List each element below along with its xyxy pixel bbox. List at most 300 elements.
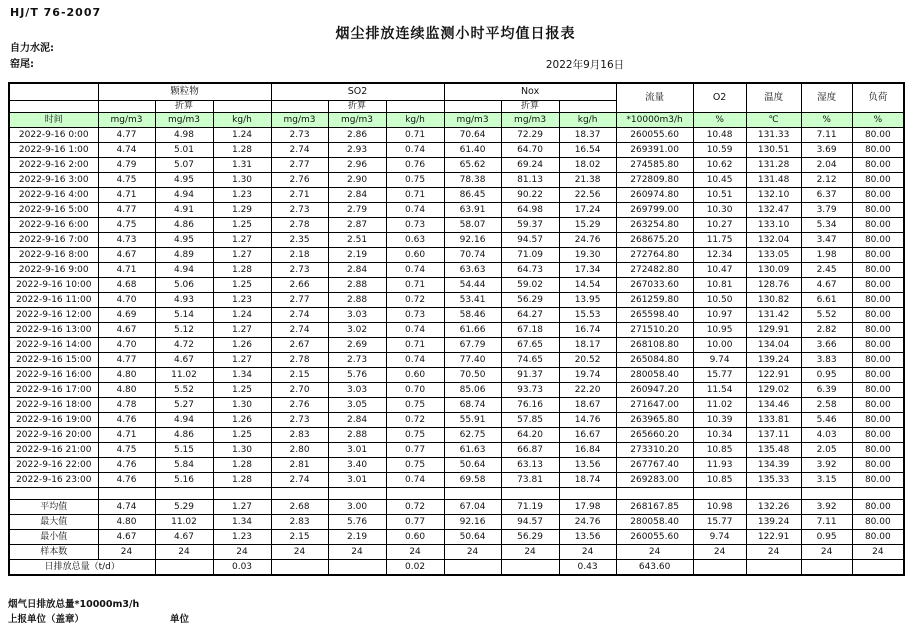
value-cell: 64.73: [501, 263, 559, 278]
value-cell: 94.57: [501, 233, 559, 248]
value-cell: 10.00: [693, 338, 746, 353]
value-cell: 2.18: [271, 248, 328, 263]
value-cell: 91.37: [501, 368, 559, 383]
data-row: [9, 143, 904, 158]
value-cell: 2.73: [271, 203, 328, 218]
value-cell: 2.74: [271, 143, 328, 158]
value-cell: 68.74: [444, 398, 501, 413]
summary-value-cell: 4.74: [98, 500, 155, 515]
empty-cell: [559, 488, 616, 500]
value-cell: 4.94: [155, 413, 213, 428]
value-cell: 130.82: [746, 293, 801, 308]
value-cell: 2.76: [271, 398, 328, 413]
summary-value-cell: 260055.60: [616, 530, 693, 545]
value-cell: 2.76: [271, 173, 328, 188]
value-cell: 1.34: [213, 368, 271, 383]
data-row: [9, 458, 904, 473]
value-cell: 130.09: [746, 263, 801, 278]
value-cell: 265598.40: [616, 308, 693, 323]
value-cell: 263254.80: [616, 218, 693, 233]
value-cell: 0.72: [386, 293, 444, 308]
value-cell: 80.00: [852, 173, 904, 188]
value-cell: 0.77: [386, 443, 444, 458]
value-cell: 3.05: [328, 398, 386, 413]
time-cell: 2022-9-16 21:00: [9, 443, 98, 458]
value-cell: 4.76: [98, 458, 155, 473]
value-cell: 3.03: [328, 308, 386, 323]
value-cell: 6.39: [801, 383, 852, 398]
empty-cell: [271, 488, 328, 500]
value-cell: 69.24: [501, 158, 559, 173]
value-cell: 66.87: [501, 443, 559, 458]
value-cell: 0.70: [386, 383, 444, 398]
value-cell: 3.40: [328, 458, 386, 473]
value-cell: 10.59: [693, 143, 746, 158]
value-cell: 269391.00: [616, 143, 693, 158]
value-cell: 4.71: [98, 263, 155, 278]
value-cell: 4.67: [801, 278, 852, 293]
data-row: [9, 293, 904, 308]
value-cell: 0.74: [386, 323, 444, 338]
empty-cell: [444, 488, 501, 500]
summary-value-cell: 94.57: [501, 515, 559, 530]
value-cell: 10.39: [693, 413, 746, 428]
value-cell: 2.69: [328, 338, 386, 353]
summary-value-cell: 0.77: [386, 515, 444, 530]
time-cell: 2022-9-16 20:00: [9, 428, 98, 443]
value-cell: 0.71: [386, 128, 444, 143]
value-cell: 261259.80: [616, 293, 693, 308]
value-cell: 64.70: [501, 143, 559, 158]
time-cell: 2022-9-16 18:00: [9, 398, 98, 413]
value-cell: 0.74: [386, 473, 444, 488]
value-cell: 78.38: [444, 173, 501, 188]
value-cell: 5.52: [155, 383, 213, 398]
value-cell: 4.77: [98, 353, 155, 368]
value-cell: 272764.80: [616, 248, 693, 263]
value-cell: 62.75: [444, 428, 501, 443]
daily-total-row: [9, 560, 904, 576]
value-cell: 3.83: [801, 353, 852, 368]
value-cell: 2.96: [328, 158, 386, 173]
value-cell: 6.37: [801, 188, 852, 203]
value-cell: 135.48: [746, 443, 801, 458]
value-cell: 131.33: [746, 128, 801, 143]
summary-value-cell: 122.91: [746, 530, 801, 545]
time-cell: 2022-9-16 12:00: [9, 308, 98, 323]
value-cell: 4.80: [98, 383, 155, 398]
value-cell: 61.66: [444, 323, 501, 338]
value-cell: 5.15: [155, 443, 213, 458]
value-cell: 2.88: [328, 278, 386, 293]
value-cell: 18.02: [559, 158, 616, 173]
col-o2: O2: [693, 83, 746, 113]
value-cell: 10.81: [693, 278, 746, 293]
value-cell: 4.75: [98, 218, 155, 233]
summary-value-cell: 17.98: [559, 500, 616, 515]
value-cell: 10.97: [693, 308, 746, 323]
value-cell: 63.91: [444, 203, 501, 218]
value-cell: 11.02: [155, 368, 213, 383]
daily-total-value-cell: 0.43: [559, 560, 616, 576]
value-cell: 10.85: [693, 443, 746, 458]
value-cell: 16.84: [559, 443, 616, 458]
value-cell: 80.00: [852, 473, 904, 488]
empty-cell: [616, 488, 693, 500]
summary-value-cell: 24: [444, 545, 501, 560]
value-cell: 80.00: [852, 383, 904, 398]
time-cell: 2022-9-16 11:00: [9, 293, 98, 308]
value-cell: 63.63: [444, 263, 501, 278]
empty-cell: [271, 101, 328, 113]
data-row: [9, 308, 904, 323]
summary-value-cell: 24: [852, 545, 904, 560]
value-cell: 4.74: [98, 143, 155, 158]
value-cell: 131.48: [746, 173, 801, 188]
time-cell: 2022-9-16 23:00: [9, 473, 98, 488]
value-cell: 4.70: [98, 338, 155, 353]
summary-value-cell: 1.34: [213, 515, 271, 530]
group-nox: Nox: [444, 83, 616, 101]
value-cell: 0.60: [386, 248, 444, 263]
daily-total-value-cell: [444, 560, 501, 576]
value-cell: 2.78: [271, 353, 328, 368]
value-cell: 134.04: [746, 338, 801, 353]
value-cell: 69.58: [444, 473, 501, 488]
empty-cell: [213, 101, 271, 113]
value-cell: 3.03: [328, 383, 386, 398]
value-cell: 0.71: [386, 188, 444, 203]
value-cell: 71.09: [501, 248, 559, 263]
value-cell: 10.30: [693, 203, 746, 218]
summary-label-cell: 最大值: [9, 515, 98, 530]
value-cell: 0.71: [386, 278, 444, 293]
value-cell: 274585.80: [616, 158, 693, 173]
summary-value-cell: 280058.40: [616, 515, 693, 530]
time-cell: 2022-9-16 10:00: [9, 278, 98, 293]
value-cell: 85.06: [444, 383, 501, 398]
value-cell: 15.29: [559, 218, 616, 233]
reporting-unit-label: 上报单位（盖章）: [8, 614, 85, 625]
value-cell: 133.81: [746, 413, 801, 428]
value-cell: 67.65: [501, 338, 559, 353]
summary-value-cell: 80.00: [852, 515, 904, 530]
summary-label-cell: 最小值: [9, 530, 98, 545]
report-date: 2022年9月16日: [545, 59, 625, 71]
time-cell: 2022-9-16 3:00: [9, 173, 98, 188]
value-cell: 80.00: [852, 278, 904, 293]
value-cell: 65.62: [444, 158, 501, 173]
value-cell: 50.64: [444, 458, 501, 473]
empty-cell: [98, 101, 155, 113]
time-cell: 2022-9-16 19:00: [9, 413, 98, 428]
value-cell: 4.95: [155, 173, 213, 188]
value-cell: 11.75: [693, 233, 746, 248]
value-cell: 3.92: [801, 458, 852, 473]
summary-value-cell: 67.04: [444, 500, 501, 515]
value-cell: 260947.20: [616, 383, 693, 398]
value-cell: 22.56: [559, 188, 616, 203]
value-cell: 10.45: [693, 173, 746, 188]
value-cell: 2.51: [328, 233, 386, 248]
summary-value-cell: 80.00: [852, 530, 904, 545]
value-cell: 1.26: [213, 338, 271, 353]
value-cell: 0.74: [386, 263, 444, 278]
empty-corner-cell: [9, 83, 98, 101]
value-cell: 0.75: [386, 173, 444, 188]
value-cell: 5.84: [155, 458, 213, 473]
unit-cell: %: [852, 113, 904, 128]
value-cell: 2.73: [328, 353, 386, 368]
value-cell: 134.39: [746, 458, 801, 473]
value-cell: 4.94: [155, 188, 213, 203]
value-cell: 4.72: [155, 338, 213, 353]
value-cell: 4.98: [155, 128, 213, 143]
value-cell: 4.67: [98, 248, 155, 263]
time-cell: 2022-9-16 16:00: [9, 368, 98, 383]
daily-total-value-cell: [501, 560, 559, 576]
value-cell: 57.85: [501, 413, 559, 428]
value-cell: 135.33: [746, 473, 801, 488]
group-so2: SO2: [271, 83, 444, 101]
empty-cell: [801, 488, 852, 500]
daily-total-label-cell: 日排放总量（t/d）: [9, 560, 155, 576]
empty-cell: [213, 488, 271, 500]
value-cell: 4.93: [155, 293, 213, 308]
summary-value-cell: 50.64: [444, 530, 501, 545]
value-cell: 1.25: [213, 428, 271, 443]
converted-label-pm: 折算: [155, 101, 213, 113]
time-cell: 2022-9-16 6:00: [9, 218, 98, 233]
value-cell: 2.84: [328, 413, 386, 428]
value-cell: 80.00: [852, 368, 904, 383]
value-cell: 1.29: [213, 203, 271, 218]
empty-cell: [386, 488, 444, 500]
value-cell: 80.00: [852, 158, 904, 173]
time-cell: 2022-9-16 0:00: [9, 128, 98, 143]
value-cell: 63.13: [501, 458, 559, 473]
value-cell: 4.67: [155, 353, 213, 368]
value-cell: 16.74: [559, 323, 616, 338]
col-temperature: 温度: [746, 83, 801, 113]
data-row: [9, 383, 904, 398]
value-cell: 271510.20: [616, 323, 693, 338]
value-cell: 2.83: [271, 428, 328, 443]
time-cell: 2022-9-16 9:00: [9, 263, 98, 278]
value-cell: 17.24: [559, 203, 616, 218]
value-cell: 12.34: [693, 248, 746, 263]
data-row: [9, 413, 904, 428]
monitoring-table: [8, 82, 905, 576]
value-cell: 3.79: [801, 203, 852, 218]
empty-cell: [9, 488, 98, 500]
value-cell: 2.73: [271, 128, 328, 143]
unit-cell: mg/m3: [155, 113, 213, 128]
value-cell: 58.07: [444, 218, 501, 233]
value-cell: 0.74: [386, 353, 444, 368]
value-cell: 80.00: [852, 413, 904, 428]
unit-cell: %: [801, 113, 852, 128]
value-cell: 59.02: [501, 278, 559, 293]
value-cell: 5.46: [801, 413, 852, 428]
summary-value-cell: 24: [328, 545, 386, 560]
value-cell: 53.41: [444, 293, 501, 308]
value-cell: 133.05: [746, 248, 801, 263]
value-cell: 67.79: [444, 338, 501, 353]
time-cell: 2022-9-16 22:00: [9, 458, 98, 473]
empty-cell: [386, 101, 444, 113]
value-cell: 10.62: [693, 158, 746, 173]
value-cell: 273310.20: [616, 443, 693, 458]
value-cell: 280058.40: [616, 368, 693, 383]
summary-value-cell: 24: [155, 545, 213, 560]
value-cell: 268675.20: [616, 233, 693, 248]
value-cell: 10.51: [693, 188, 746, 203]
value-cell: 2.35: [271, 233, 328, 248]
summary-row: [9, 515, 904, 530]
value-cell: 3.15: [801, 473, 852, 488]
value-cell: 70.74: [444, 248, 501, 263]
value-cell: 10.47: [693, 263, 746, 278]
value-cell: 80.00: [852, 188, 904, 203]
daily-total-value-cell: [155, 560, 213, 576]
value-cell: 1.26: [213, 413, 271, 428]
data-row: [9, 353, 904, 368]
daily-total-value-cell: [271, 560, 328, 576]
value-cell: 1.25: [213, 218, 271, 233]
data-row: [9, 218, 904, 233]
summary-value-cell: 1.27: [213, 500, 271, 515]
value-cell: 1.23: [213, 293, 271, 308]
value-cell: 16.67: [559, 428, 616, 443]
time-column-header: 时间: [9, 113, 98, 128]
data-row: [9, 278, 904, 293]
data-row: [9, 263, 904, 278]
value-cell: 2.67: [271, 338, 328, 353]
value-cell: 4.67: [98, 323, 155, 338]
value-cell: 15.53: [559, 308, 616, 323]
summary-value-cell: 5.29: [155, 500, 213, 515]
time-cell: 2022-9-16 1:00: [9, 143, 98, 158]
value-cell: 134.46: [746, 398, 801, 413]
value-cell: 2.79: [328, 203, 386, 218]
value-cell: 3.01: [328, 473, 386, 488]
summary-value-cell: 1.23: [213, 530, 271, 545]
summary-value-cell: 10.98: [693, 500, 746, 515]
value-cell: 18.37: [559, 128, 616, 143]
value-cell: 18.17: [559, 338, 616, 353]
data-row: [9, 368, 904, 383]
value-cell: 269283.00: [616, 473, 693, 488]
time-cell: 2022-9-16 2:00: [9, 158, 98, 173]
summary-value-cell: 268167.85: [616, 500, 693, 515]
value-cell: 4.78: [98, 398, 155, 413]
value-cell: 0.71: [386, 338, 444, 353]
group-particulate: 颗粒物: [98, 83, 271, 101]
value-cell: 1.30: [213, 398, 271, 413]
value-cell: 2.80: [271, 443, 328, 458]
value-cell: 129.91: [746, 323, 801, 338]
value-cell: 2.84: [328, 188, 386, 203]
value-cell: 19.74: [559, 368, 616, 383]
summary-value-cell: 3.00: [328, 500, 386, 515]
value-cell: 59.37: [501, 218, 559, 233]
value-cell: 5.07: [155, 158, 213, 173]
value-cell: 2.88: [328, 293, 386, 308]
summary-value-cell: 24: [801, 545, 852, 560]
summary-value-cell: 92.16: [444, 515, 501, 530]
value-cell: 24.76: [559, 233, 616, 248]
value-cell: 130.51: [746, 143, 801, 158]
value-cell: 4.68: [98, 278, 155, 293]
value-cell: 10.27: [693, 218, 746, 233]
value-cell: 80.00: [852, 398, 904, 413]
summary-label-cell: 平均值: [9, 500, 98, 515]
value-cell: 4.80: [98, 368, 155, 383]
value-cell: 132.04: [746, 233, 801, 248]
daily-total-value-cell: 0.02: [386, 560, 444, 576]
value-cell: 4.94: [155, 263, 213, 278]
value-cell: 67.18: [501, 323, 559, 338]
data-row: [9, 188, 904, 203]
value-cell: 1.27: [213, 353, 271, 368]
daily-total-value-cell: [852, 560, 904, 576]
summary-value-cell: 7.11: [801, 515, 852, 530]
summary-value-cell: 3.92: [801, 500, 852, 515]
summary-row: [9, 530, 904, 545]
value-cell: 15.77: [693, 368, 746, 383]
value-cell: 80.00: [852, 128, 904, 143]
value-cell: 133.10: [746, 218, 801, 233]
value-cell: 4.71: [98, 188, 155, 203]
time-cell: 2022-9-16 14:00: [9, 338, 98, 353]
data-row: [9, 128, 904, 143]
empty-cell: [746, 488, 801, 500]
value-cell: 1.28: [213, 458, 271, 473]
value-cell: 61.63: [444, 443, 501, 458]
header-row-units: [9, 113, 904, 128]
unit-cell: mg/m3: [328, 113, 386, 128]
value-cell: 92.16: [444, 233, 501, 248]
value-cell: 4.70: [98, 293, 155, 308]
data-row: [9, 428, 904, 443]
time-cell: 2022-9-16 4:00: [9, 188, 98, 203]
value-cell: 5.34: [801, 218, 852, 233]
value-cell: 265660.20: [616, 428, 693, 443]
summary-value-cell: 9.74: [693, 530, 746, 545]
value-cell: 2.84: [328, 263, 386, 278]
summary-value-cell: 132.26: [746, 500, 801, 515]
value-cell: 11.02: [693, 398, 746, 413]
unit-cell: mg/m3: [501, 113, 559, 128]
value-cell: 13.56: [559, 458, 616, 473]
value-cell: 272809.80: [616, 173, 693, 188]
data-row: [9, 338, 904, 353]
value-cell: 2.81: [271, 458, 328, 473]
value-cell: 80.00: [852, 353, 904, 368]
value-cell: 0.95: [801, 368, 852, 383]
empty-cell: [444, 101, 501, 113]
value-cell: 80.00: [852, 263, 904, 278]
summary-value-cell: 11.02: [155, 515, 213, 530]
value-cell: 1.31: [213, 158, 271, 173]
time-cell: 2022-9-16 7:00: [9, 233, 98, 248]
value-cell: 0.73: [386, 218, 444, 233]
daily-total-value-cell: 643.60: [616, 560, 693, 576]
spacer-row: [9, 488, 904, 500]
value-cell: 4.91: [155, 203, 213, 218]
value-cell: 0.75: [386, 398, 444, 413]
